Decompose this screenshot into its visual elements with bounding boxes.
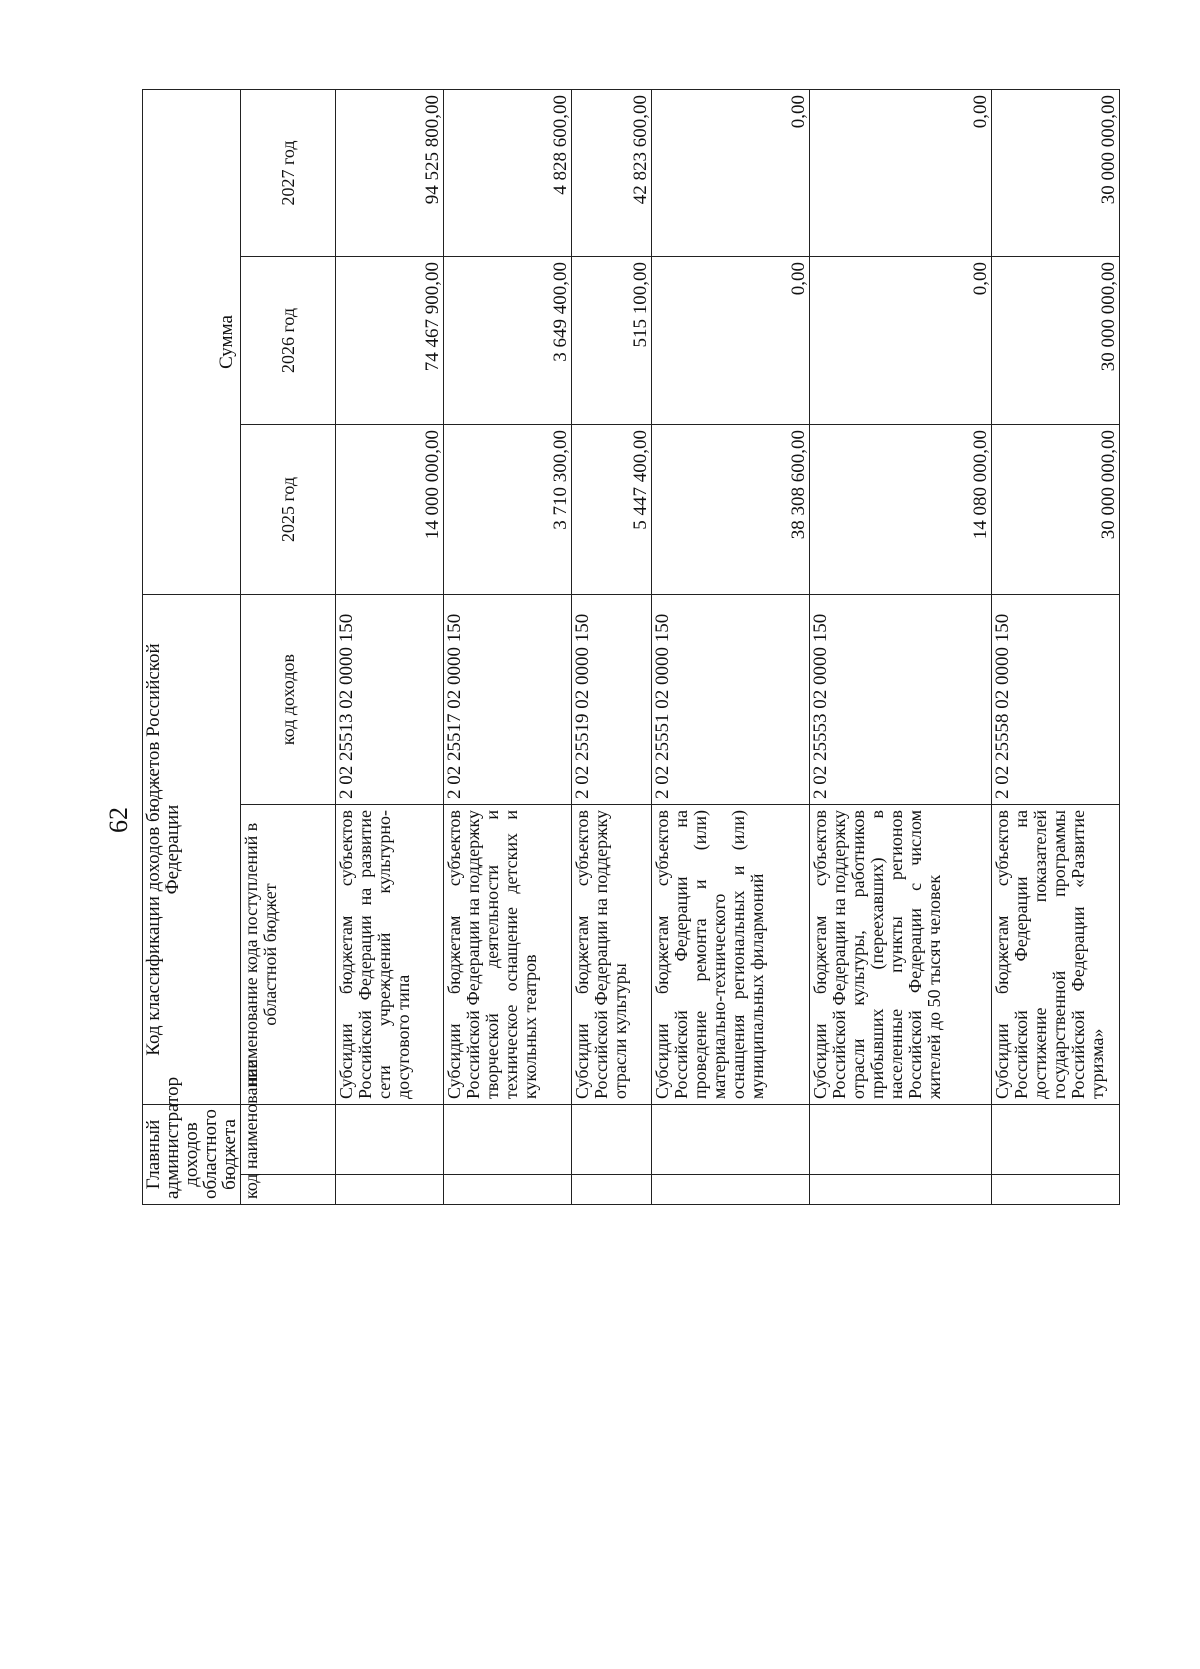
receipt-name-cell: Субсидии бюджетам субъектов Российской Федерации на достижение показателей государственной программы Российской Федерации «Развитие туризма» — [992, 805, 1120, 1105]
receipt-name-cell: Субсидии бюджетам субъектов Российской Федерации на развитие сети учреждений культурно-досугового типа — [336, 805, 444, 1105]
income-code-cell: 2 02 25553 02 0000 150 — [810, 595, 992, 805]
amount-2026-cell: 30 000 000,00 — [992, 257, 1120, 425]
amount-2027-cell: 0,00 — [652, 89, 810, 256]
amount-2025-cell: 3 710 300,00 — [444, 425, 572, 595]
admin-code-cell — [810, 1175, 992, 1205]
admin-code-cell — [652, 1175, 810, 1205]
income-code-cell: 2 02 25513 02 0000 150 — [336, 595, 444, 805]
income-code-cell: 2 02 25551 02 0000 150 — [652, 595, 810, 805]
header-year-2026: 2026 год — [241, 257, 336, 425]
admin-name-cell — [810, 1105, 992, 1175]
amount-2026-cell: 74 467 900,00 — [336, 257, 444, 425]
amount-2025-cell: 38 308 600,00 — [652, 425, 810, 595]
amount-2027-cell: 4 828 600,00 — [444, 89, 572, 256]
table-row — [810, 89, 992, 1204]
amount-2026-cell: 0,00 — [652, 257, 810, 425]
amount-2027-cell: 94 525 800,00 — [336, 89, 444, 256]
header-sum-group: Сумма — [143, 89, 241, 594]
rotated-page-content — [142, 90, 1119, 1205]
admin-name-cell — [336, 1105, 444, 1175]
receipt-name-cell: Субсидии бюджетам субъектов Российской Федерации на поддержку отрасли культуры — [572, 805, 652, 1105]
amount-2026-cell: 3 649 400,00 — [444, 257, 572, 425]
admin-code-cell — [444, 1175, 572, 1205]
admin-name-cell — [572, 1105, 652, 1175]
amount-2025-cell: 14 000 000,00 — [336, 425, 444, 595]
admin-code-cell — [572, 1175, 652, 1205]
header-classification-group: Код классификации доходов бюджетов Российской Федерации — [143, 595, 241, 1105]
table-row — [444, 89, 572, 1204]
amount-2027-cell: 42 823 600,00 — [572, 89, 652, 256]
header-year-2027: 2027 год — [241, 89, 336, 256]
header-admin-group: Главный администратор доходов областного бюджета — [143, 1105, 241, 1205]
amount-2025-cell: 30 000 000,00 — [992, 425, 1120, 595]
budget-revenue-table — [142, 89, 1120, 1205]
receipt-name-cell: Субсидии бюджетам субъектов Российской Федерации на проведение ремонта и (или) материально-технического оснащения региональных и (или) муниципальных филармоний — [652, 805, 810, 1105]
admin-code-cell — [336, 1175, 444, 1205]
amount-2027-cell: 30 000 000,00 — [992, 89, 1120, 256]
table-row — [992, 89, 1120, 1204]
receipt-name-cell: Субсидии бюджетам субъектов Российской Федерации на поддержку отрасли культуры, работников прибывших (переехавших) в населенные пункты регионов Российской Федерации с числом жителей до 50 тысяч человек — [810, 805, 992, 1105]
income-code-cell: 2 02 25519 02 0000 150 — [572, 595, 652, 805]
admin-name-cell — [444, 1105, 572, 1175]
header-receipt-name: наименование кода поступлений в областной бюджет — [241, 805, 336, 1105]
receipt-name-cell: Субсидии бюджетам субъектов Российской Федерации на поддержку творческой деятельности и техническое оснащение детских и кукольных театров — [444, 805, 572, 1105]
admin-name-cell — [992, 1105, 1120, 1175]
table-row — [652, 89, 810, 1204]
table-row — [336, 89, 444, 1204]
header-admin-code: код — [241, 1175, 336, 1205]
header-admin-name: наименование — [241, 1105, 336, 1175]
income-code-cell: 2 02 25517 02 0000 150 — [444, 595, 572, 805]
amount-2025-cell: 5 447 400,00 — [572, 425, 652, 595]
header-year-2025: 2025 год — [241, 425, 336, 595]
table-row — [572, 89, 652, 1204]
amount-2027-cell: 0,00 — [810, 89, 992, 256]
amount-2026-cell: 515 100,00 — [572, 257, 652, 425]
page-number: 62 — [104, 807, 133, 833]
admin-code-cell — [992, 1175, 1120, 1205]
header-income-code: код доходов — [241, 595, 336, 805]
income-code-cell: 2 02 25558 02 0000 150 — [992, 595, 1120, 805]
amount-2025-cell: 14 080 000,00 — [810, 425, 992, 595]
admin-name-cell — [652, 1105, 810, 1175]
amount-2026-cell: 0,00 — [810, 257, 992, 425]
